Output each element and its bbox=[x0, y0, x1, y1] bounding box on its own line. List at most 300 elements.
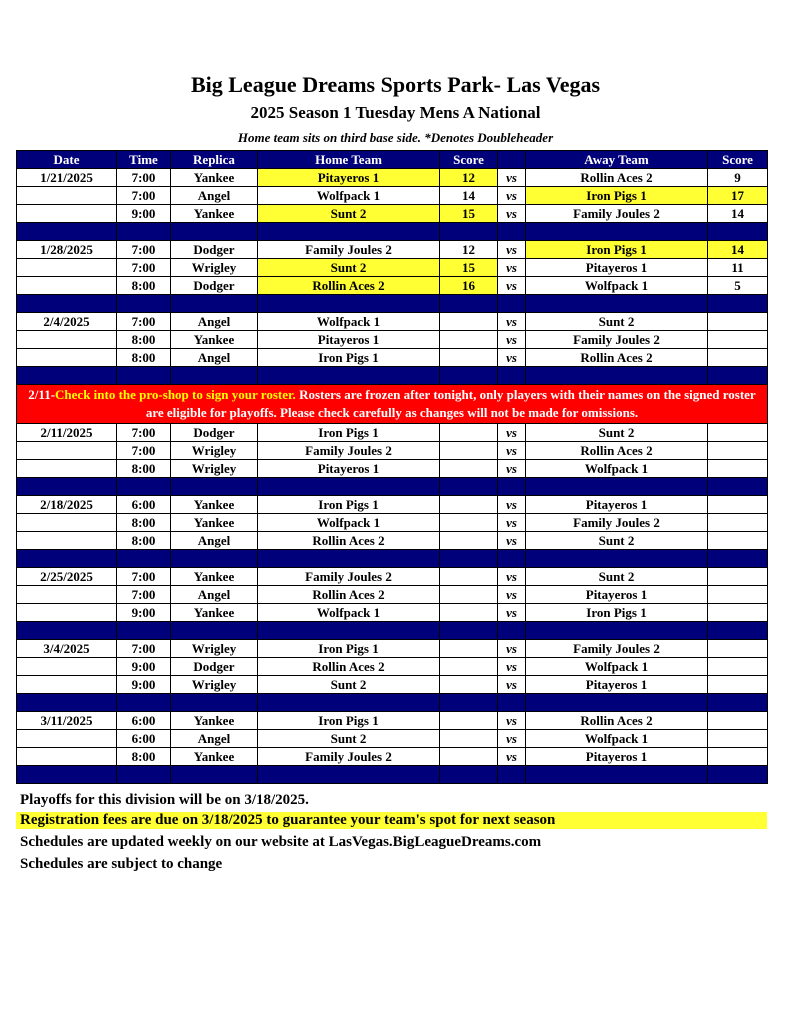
away-team-cell: Wolfpack 1 bbox=[526, 460, 708, 478]
divider-cell bbox=[171, 478, 258, 496]
game-row bbox=[17, 676, 768, 694]
away-score-cell bbox=[708, 331, 768, 349]
away-team-cell: Sunt 2 bbox=[526, 568, 708, 586]
registration-note: Registration fees are due on 3/18/2025 to guarantee your team's spot for next season bbox=[16, 812, 767, 829]
away-team-cell: Pitayeros 1 bbox=[526, 586, 708, 604]
away-team-cell: Iron Pigs 1 bbox=[526, 187, 708, 205]
replica-field-cell: Dodger bbox=[171, 277, 258, 295]
divider-cell bbox=[258, 478, 440, 496]
home-score-cell bbox=[440, 514, 498, 532]
divider-cell bbox=[708, 295, 768, 313]
away-team-cell: Family Joules 2 bbox=[526, 205, 708, 223]
replica-field-cell: Yankee bbox=[171, 169, 258, 187]
away-team-cell: Wolfpack 1 bbox=[526, 277, 708, 295]
website-note: Schedules are updated weekly on our website at LasVegas.BigLeagueDreams.com bbox=[20, 834, 542, 850]
home-score-cell bbox=[440, 349, 498, 367]
home-score-cell: 16 bbox=[440, 277, 498, 295]
home-team-cell: Family Joules 2 bbox=[258, 442, 440, 460]
home-team-cell: Sunt 2 bbox=[258, 259, 440, 277]
divider-cell bbox=[258, 694, 440, 712]
divider-cell bbox=[708, 550, 768, 568]
week-divider bbox=[17, 223, 768, 241]
away-score-cell bbox=[708, 349, 768, 367]
home-score-cell bbox=[440, 313, 498, 331]
home-score-cell bbox=[440, 586, 498, 604]
time-cell: 7:00 bbox=[117, 259, 171, 277]
roster-notice bbox=[17, 385, 768, 424]
game-row bbox=[17, 313, 768, 331]
time-cell: 7:00 bbox=[117, 187, 171, 205]
away-team-cell: Sunt 2 bbox=[526, 532, 708, 550]
date-cell: 1/28/2025 bbox=[17, 241, 117, 259]
away-score-cell bbox=[708, 676, 768, 694]
home-team-note: Home team sits on third base side. *Denotes Doubleheader bbox=[237, 130, 554, 145]
divider-cell bbox=[498, 295, 526, 313]
col-home-team-header: Home Team bbox=[258, 151, 440, 169]
game-row bbox=[17, 424, 768, 442]
date-cell: 1/21/2025 bbox=[17, 169, 117, 187]
notice-highlight: Check into the pro-shop to sign your roster. bbox=[55, 387, 296, 402]
home-score-cell bbox=[440, 640, 498, 658]
home-team-cell: Wolfpack 1 bbox=[258, 604, 440, 622]
date-cell bbox=[17, 331, 117, 349]
vs-cell: vs bbox=[498, 205, 526, 223]
home-score-cell bbox=[440, 712, 498, 730]
date-cell bbox=[17, 586, 117, 604]
away-team-cell: Wolfpack 1 bbox=[526, 730, 708, 748]
vs-cell: vs bbox=[498, 658, 526, 676]
time-cell: 6:00 bbox=[117, 712, 171, 730]
divider-cell bbox=[708, 478, 768, 496]
time-cell: 8:00 bbox=[117, 460, 171, 478]
home-team-cell: Family Joules 2 bbox=[258, 568, 440, 586]
divider-cell bbox=[171, 367, 258, 385]
vs-cell: vs bbox=[498, 568, 526, 586]
week-divider bbox=[17, 694, 768, 712]
replica-field-cell: Wrigley bbox=[171, 460, 258, 478]
date-cell: 3/4/2025 bbox=[17, 640, 117, 658]
game-row bbox=[17, 241, 768, 259]
divider-cell bbox=[171, 295, 258, 313]
vs-cell: vs bbox=[498, 514, 526, 532]
divider-cell bbox=[526, 367, 708, 385]
week-divider bbox=[17, 367, 768, 385]
divider-cell bbox=[17, 295, 117, 313]
divider-cell bbox=[17, 622, 117, 640]
home-team-cell: Iron Pigs 1 bbox=[258, 349, 440, 367]
away-score-cell bbox=[708, 424, 768, 442]
date-cell: 3/11/2025 bbox=[17, 712, 117, 730]
playoffs-note: Playoffs for this division will be on 3/18/2025. bbox=[20, 792, 309, 808]
home-team-cell: Sunt 2 bbox=[258, 205, 440, 223]
date-cell: 2/18/2025 bbox=[17, 496, 117, 514]
home-team-cell: Family Joules 2 bbox=[258, 241, 440, 259]
home-score-cell bbox=[440, 424, 498, 442]
divider-cell bbox=[258, 367, 440, 385]
home-score-cell: 15 bbox=[440, 205, 498, 223]
home-team-cell: Wolfpack 1 bbox=[258, 514, 440, 532]
replica-field-cell: Wrigley bbox=[171, 676, 258, 694]
game-row bbox=[17, 496, 768, 514]
col-vs-header bbox=[498, 151, 526, 169]
date-cell bbox=[17, 748, 117, 766]
divider-cell bbox=[258, 550, 440, 568]
replica-field-cell: Yankee bbox=[171, 604, 258, 622]
divider-cell bbox=[117, 622, 171, 640]
game-row bbox=[17, 712, 768, 730]
time-cell: 9:00 bbox=[117, 604, 171, 622]
away-team-cell: Family Joules 2 bbox=[526, 640, 708, 658]
home-score-cell: 12 bbox=[440, 241, 498, 259]
away-score-cell bbox=[708, 313, 768, 331]
vs-cell: vs bbox=[498, 277, 526, 295]
time-cell: 7:00 bbox=[117, 424, 171, 442]
game-row bbox=[17, 349, 768, 367]
notice-body: Rosters are frozen after tonight, only players with their names on the signed roster are eligible for playoffs. Please check carefully as changes will not be made for omissions. bbox=[145, 387, 756, 420]
roster-notice-row bbox=[17, 385, 768, 424]
replica-field-cell: Yankee bbox=[171, 205, 258, 223]
home-team-cell: Family Joules 2 bbox=[258, 748, 440, 766]
divider-cell bbox=[17, 367, 117, 385]
home-score-cell bbox=[440, 568, 498, 586]
away-team-cell: Sunt 2 bbox=[526, 313, 708, 331]
divider-cell bbox=[498, 766, 526, 784]
divider-cell bbox=[526, 223, 708, 241]
vs-cell: vs bbox=[498, 313, 526, 331]
home-team-cell: Rollin Aces 2 bbox=[258, 586, 440, 604]
home-team-cell: Iron Pigs 1 bbox=[258, 496, 440, 514]
week-divider bbox=[17, 550, 768, 568]
away-score-cell bbox=[708, 442, 768, 460]
replica-field-cell: Yankee bbox=[171, 514, 258, 532]
date-cell bbox=[17, 277, 117, 295]
divider-cell bbox=[17, 478, 117, 496]
divider-cell bbox=[440, 766, 498, 784]
col-away-score-header: Score bbox=[708, 151, 768, 169]
time-cell: 9:00 bbox=[117, 205, 171, 223]
away-team-cell: Rollin Aces 2 bbox=[526, 169, 708, 187]
date-cell: 2/25/2025 bbox=[17, 568, 117, 586]
divider-cell bbox=[708, 694, 768, 712]
time-cell: 8:00 bbox=[117, 277, 171, 295]
home-score-cell bbox=[440, 748, 498, 766]
game-row bbox=[17, 586, 768, 604]
header-row bbox=[17, 151, 768, 169]
replica-field-cell: Angel bbox=[171, 349, 258, 367]
game-row bbox=[17, 640, 768, 658]
divider-cell bbox=[258, 295, 440, 313]
game-row bbox=[17, 514, 768, 532]
vs-cell: vs bbox=[498, 676, 526, 694]
home-team-cell: Pitayeros 1 bbox=[258, 460, 440, 478]
divider-cell bbox=[708, 766, 768, 784]
home-team-cell: Rollin Aces 2 bbox=[258, 658, 440, 676]
game-row bbox=[17, 169, 768, 187]
game-row bbox=[17, 748, 768, 766]
vs-cell: vs bbox=[498, 532, 526, 550]
time-cell: 7:00 bbox=[117, 568, 171, 586]
divider-cell bbox=[498, 478, 526, 496]
divider-cell bbox=[498, 367, 526, 385]
replica-field-cell: Wrigley bbox=[171, 442, 258, 460]
col-away-team-header: Away Team bbox=[526, 151, 708, 169]
divider-cell bbox=[498, 622, 526, 640]
week-divider bbox=[17, 622, 768, 640]
replica-field-cell: Angel bbox=[171, 313, 258, 331]
away-score-cell bbox=[708, 730, 768, 748]
away-score-cell: 17 bbox=[708, 187, 768, 205]
divider-cell bbox=[708, 367, 768, 385]
away-score-cell bbox=[708, 460, 768, 478]
home-team-cell: Wolfpack 1 bbox=[258, 187, 440, 205]
divider-cell bbox=[17, 223, 117, 241]
divider-cell bbox=[440, 478, 498, 496]
date-cell bbox=[17, 205, 117, 223]
date-cell bbox=[17, 187, 117, 205]
replica-field-cell: Yankee bbox=[171, 496, 258, 514]
date-cell bbox=[17, 676, 117, 694]
divider-cell bbox=[171, 622, 258, 640]
replica-field-cell: Wrigley bbox=[171, 259, 258, 277]
home-score-cell bbox=[440, 496, 498, 514]
away-team-cell: Family Joules 2 bbox=[526, 514, 708, 532]
away-score-cell: 5 bbox=[708, 277, 768, 295]
vs-cell: vs bbox=[498, 712, 526, 730]
game-row bbox=[17, 658, 768, 676]
replica-field-cell: Yankee bbox=[171, 568, 258, 586]
away-team-cell: Pitayeros 1 bbox=[526, 748, 708, 766]
col-time-header: Time bbox=[117, 151, 171, 169]
game-row bbox=[17, 187, 768, 205]
vs-cell: vs bbox=[498, 604, 526, 622]
divider-cell bbox=[526, 478, 708, 496]
time-cell: 7:00 bbox=[117, 241, 171, 259]
away-team-cell: Rollin Aces 2 bbox=[526, 349, 708, 367]
notice-prefix: 2/11- bbox=[28, 387, 56, 402]
vs-cell: vs bbox=[498, 187, 526, 205]
vs-cell: vs bbox=[498, 442, 526, 460]
home-score-cell bbox=[440, 460, 498, 478]
divider-cell bbox=[498, 694, 526, 712]
away-score-cell bbox=[708, 604, 768, 622]
divider-cell bbox=[440, 694, 498, 712]
time-cell: 7:00 bbox=[117, 640, 171, 658]
divider-cell bbox=[117, 295, 171, 313]
col-home-score-header: Score bbox=[440, 151, 498, 169]
week-divider bbox=[17, 766, 768, 784]
replica-field-cell: Angel bbox=[171, 532, 258, 550]
schedule-change-note: Schedules are subject to change bbox=[20, 856, 223, 872]
divider-cell bbox=[171, 694, 258, 712]
game-row bbox=[17, 604, 768, 622]
divider-cell bbox=[440, 223, 498, 241]
page-title: Big League Dreams Sports Park- Las Vegas bbox=[190, 72, 601, 97]
date-cell bbox=[17, 730, 117, 748]
divider-cell bbox=[171, 550, 258, 568]
time-cell: 6:00 bbox=[117, 730, 171, 748]
replica-field-cell: Angel bbox=[171, 586, 258, 604]
vs-cell: vs bbox=[498, 748, 526, 766]
divider-cell bbox=[17, 694, 117, 712]
away-team-cell: Rollin Aces 2 bbox=[526, 442, 708, 460]
home-team-cell: Pitayeros 1 bbox=[258, 331, 440, 349]
game-row bbox=[17, 277, 768, 295]
game-row bbox=[17, 532, 768, 550]
date-cell: 2/4/2025 bbox=[17, 313, 117, 331]
replica-field-cell: Dodger bbox=[171, 424, 258, 442]
replica-field-cell: Dodger bbox=[171, 658, 258, 676]
away-score-cell bbox=[708, 748, 768, 766]
game-row bbox=[17, 460, 768, 478]
divider-cell bbox=[440, 622, 498, 640]
away-score-cell bbox=[708, 568, 768, 586]
season-subtitle: 2025 Season 1 Tuesday Mens A National bbox=[250, 103, 541, 122]
home-score-cell: 15 bbox=[440, 259, 498, 277]
week-divider bbox=[17, 295, 768, 313]
divider-cell bbox=[171, 223, 258, 241]
time-cell: 9:00 bbox=[117, 658, 171, 676]
vs-cell: vs bbox=[498, 424, 526, 442]
game-row bbox=[17, 442, 768, 460]
away-score-cell: 14 bbox=[708, 205, 768, 223]
date-cell bbox=[17, 349, 117, 367]
home-team-cell: Sunt 2 bbox=[258, 730, 440, 748]
home-score-cell bbox=[440, 658, 498, 676]
vs-cell: vs bbox=[498, 640, 526, 658]
home-team-cell: Sunt 2 bbox=[258, 676, 440, 694]
date-cell bbox=[17, 514, 117, 532]
home-score-cell bbox=[440, 676, 498, 694]
divider-cell bbox=[498, 550, 526, 568]
game-row bbox=[17, 568, 768, 586]
time-cell: 9:00 bbox=[117, 676, 171, 694]
replica-field-cell: Wrigley bbox=[171, 640, 258, 658]
divider-cell bbox=[526, 622, 708, 640]
col-replica-header: Replica bbox=[171, 151, 258, 169]
date-cell bbox=[17, 658, 117, 676]
col-date-header: Date bbox=[17, 151, 117, 169]
away-score-cell bbox=[708, 496, 768, 514]
home-team-cell: Iron Pigs 1 bbox=[258, 424, 440, 442]
divider-cell bbox=[258, 766, 440, 784]
away-score-cell bbox=[708, 640, 768, 658]
vs-cell: vs bbox=[498, 730, 526, 748]
divider-cell bbox=[17, 550, 117, 568]
home-team-cell: Iron Pigs 1 bbox=[258, 640, 440, 658]
home-score-cell bbox=[440, 604, 498, 622]
game-row bbox=[17, 730, 768, 748]
away-team-cell: Sunt 2 bbox=[526, 424, 708, 442]
away-score-cell bbox=[708, 532, 768, 550]
time-cell: 8:00 bbox=[117, 748, 171, 766]
away-team-cell: Iron Pigs 1 bbox=[526, 241, 708, 259]
time-cell: 8:00 bbox=[117, 349, 171, 367]
away-score-cell bbox=[708, 514, 768, 532]
divider-cell bbox=[526, 550, 708, 568]
time-cell: 8:00 bbox=[117, 514, 171, 532]
date-cell bbox=[17, 604, 117, 622]
home-score-cell bbox=[440, 442, 498, 460]
replica-field-cell: Yankee bbox=[171, 331, 258, 349]
divider-cell bbox=[440, 367, 498, 385]
date-cell bbox=[17, 460, 117, 478]
game-row bbox=[17, 331, 768, 349]
time-cell: 8:00 bbox=[117, 331, 171, 349]
away-team-cell: Pitayeros 1 bbox=[526, 496, 708, 514]
replica-field-cell: Angel bbox=[171, 730, 258, 748]
replica-field-cell: Dodger bbox=[171, 241, 258, 259]
away-score-cell bbox=[708, 712, 768, 730]
divider-cell bbox=[708, 622, 768, 640]
away-score-cell: 9 bbox=[708, 169, 768, 187]
home-team-cell: Rollin Aces 2 bbox=[258, 532, 440, 550]
away-score-cell bbox=[708, 658, 768, 676]
home-team-cell: Wolfpack 1 bbox=[258, 313, 440, 331]
home-team-cell: Rollin Aces 2 bbox=[258, 277, 440, 295]
vs-cell: vs bbox=[498, 169, 526, 187]
home-team-cell: Pitayeros 1 bbox=[258, 169, 440, 187]
divider-cell bbox=[440, 550, 498, 568]
replica-field-cell: Yankee bbox=[171, 748, 258, 766]
game-row bbox=[17, 205, 768, 223]
home-score-cell bbox=[440, 331, 498, 349]
divider-cell bbox=[117, 550, 171, 568]
away-score-cell: 11 bbox=[708, 259, 768, 277]
divider-cell bbox=[117, 478, 171, 496]
away-team-cell: Rollin Aces 2 bbox=[526, 712, 708, 730]
divider-cell bbox=[526, 766, 708, 784]
time-cell: 6:00 bbox=[117, 496, 171, 514]
divider-cell bbox=[171, 766, 258, 784]
schedule-table bbox=[16, 150, 768, 784]
home-score-cell bbox=[440, 532, 498, 550]
divider-cell bbox=[440, 295, 498, 313]
away-team-cell: Pitayeros 1 bbox=[526, 259, 708, 277]
vs-cell: vs bbox=[498, 331, 526, 349]
game-row bbox=[17, 259, 768, 277]
divider-cell bbox=[526, 295, 708, 313]
time-cell: 7:00 bbox=[117, 586, 171, 604]
divider-cell bbox=[117, 694, 171, 712]
divider-cell bbox=[498, 223, 526, 241]
replica-field-cell: Angel bbox=[171, 187, 258, 205]
divider-cell bbox=[526, 694, 708, 712]
vs-cell: vs bbox=[498, 259, 526, 277]
away-score-cell: 14 bbox=[708, 241, 768, 259]
home-team-cell: Iron Pigs 1 bbox=[258, 712, 440, 730]
away-team-cell: Iron Pigs 1 bbox=[526, 604, 708, 622]
vs-cell: vs bbox=[498, 460, 526, 478]
date-cell: 2/11/2025 bbox=[17, 424, 117, 442]
date-cell bbox=[17, 259, 117, 277]
divider-cell bbox=[258, 223, 440, 241]
away-team-cell: Wolfpack 1 bbox=[526, 658, 708, 676]
time-cell: 8:00 bbox=[117, 532, 171, 550]
time-cell: 7:00 bbox=[117, 169, 171, 187]
time-cell: 7:00 bbox=[117, 442, 171, 460]
divider-cell bbox=[258, 622, 440, 640]
vs-cell: vs bbox=[498, 349, 526, 367]
divider-cell bbox=[17, 766, 117, 784]
home-score-cell bbox=[440, 730, 498, 748]
date-cell bbox=[17, 442, 117, 460]
replica-field-cell: Yankee bbox=[171, 712, 258, 730]
away-team-cell: Family Joules 2 bbox=[526, 331, 708, 349]
divider-cell bbox=[708, 223, 768, 241]
week-divider bbox=[17, 478, 768, 496]
home-score-cell: 12 bbox=[440, 169, 498, 187]
divider-cell bbox=[117, 367, 171, 385]
